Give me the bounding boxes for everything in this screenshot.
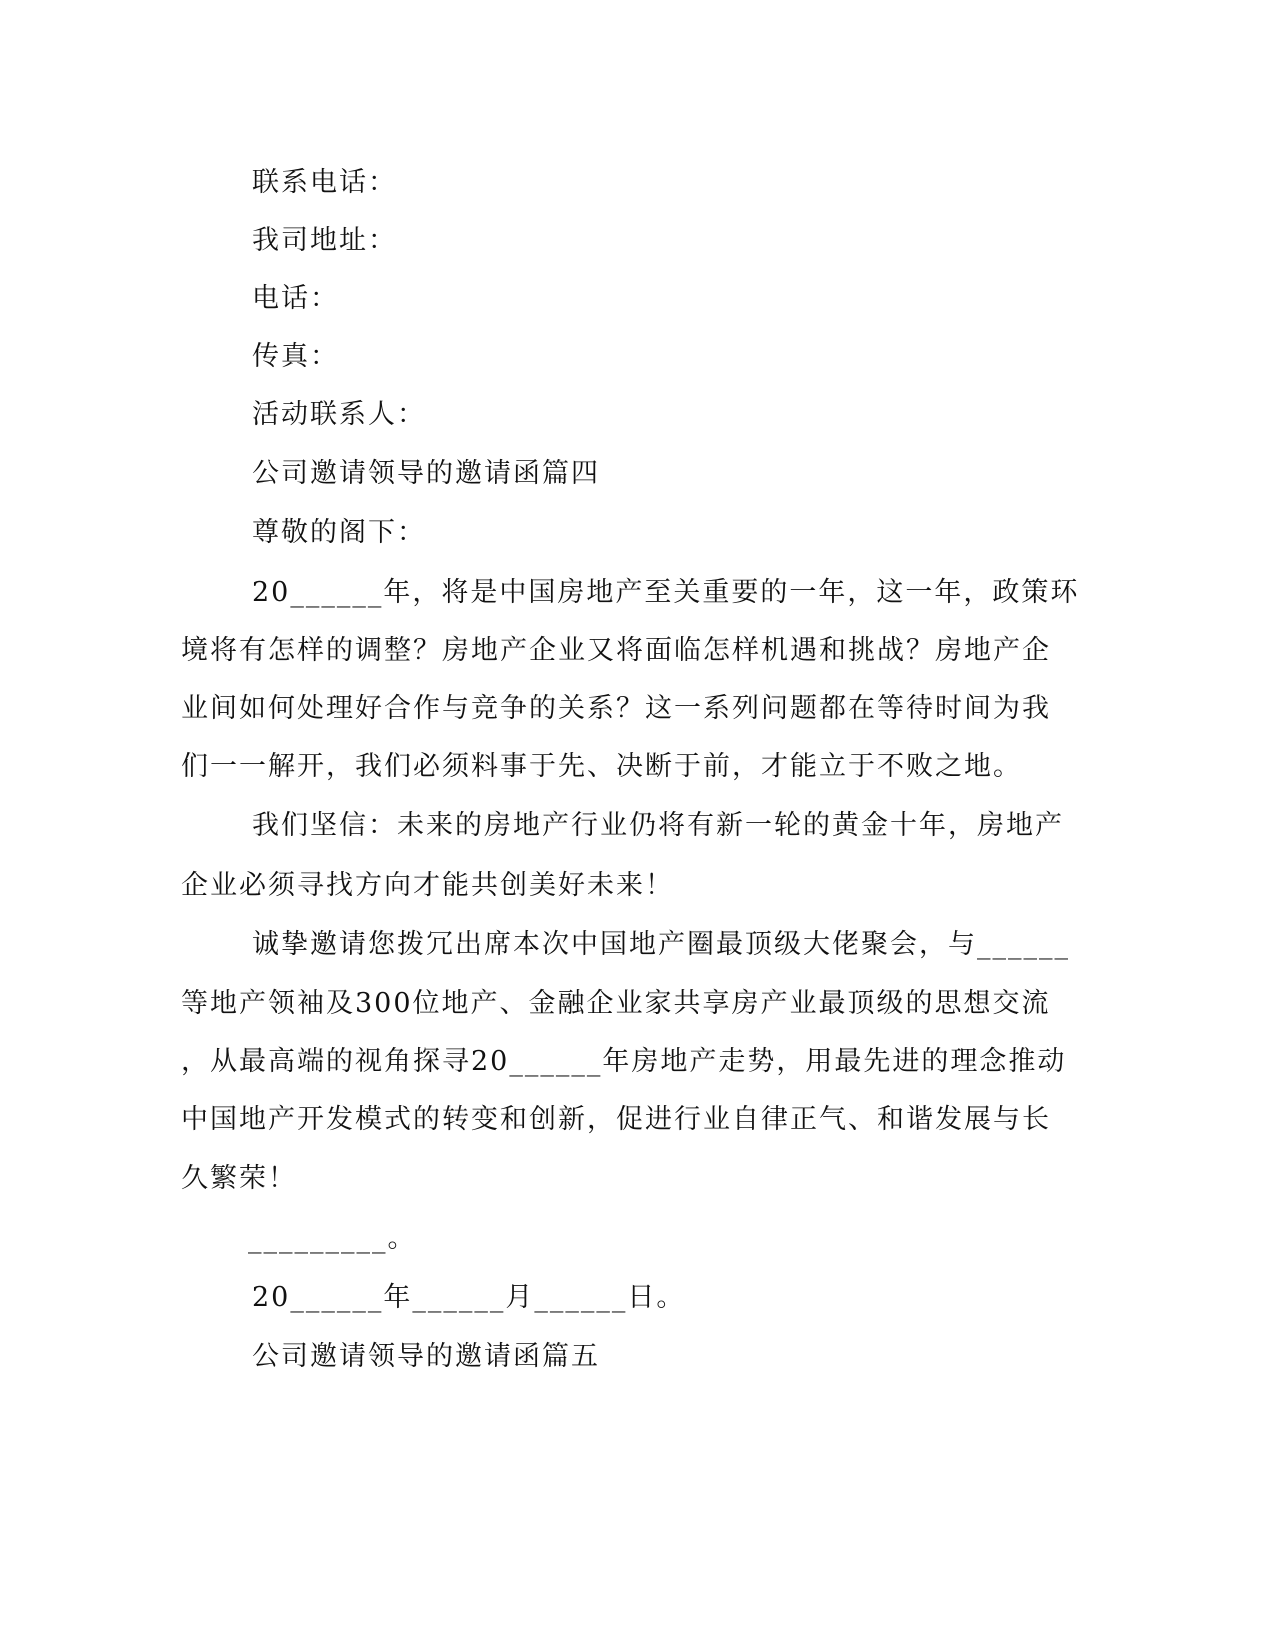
salutation: 尊敬的阁下： (252, 517, 426, 548)
paragraph-1-line-3: 业间如何处理好合作与竞争的关系？这一系列问题都在等待时间为我 (181, 693, 1051, 724)
paragraph-3-line-3: ，从最高端的视角探寻20______年房地产走势，用最先进的理念推动 (181, 1046, 1067, 1077)
signature-blank: _________。 (248, 1223, 417, 1254)
paragraph-3-line-5: 久繁荣！ (181, 1163, 297, 1194)
paragraph-1-line-1: 20______年，将是中国房地产至关重要的一年，这一年，政策环 (252, 577, 1080, 608)
paragraph-1-line-4: 们一一解开，我们必须料事于先、决断于前，才能立于不败之地。 (181, 751, 1022, 782)
event-contact-label: 活动联系人： (252, 399, 426, 430)
company-address-label: 我司地址： (252, 225, 397, 256)
paragraph-1-line-2: 境将有怎样的调整？房地产企业又将面临怎样机遇和挑战？房地产企 (181, 635, 1051, 666)
paragraph-3-line-4: 中国地产开发模式的转变和创新，促进行业自律正气、和谐发展与长 (181, 1104, 1051, 1135)
paragraph-3-line-2: 等地产领袖及300位地产、金融企业家共享房产业最顶级的思想交流 (181, 988, 1051, 1019)
paragraph-3-line-1: 诚挚邀请您拨冗出席本次中国地产圈最顶级大佬聚会，与______ (252, 929, 1070, 960)
date-line: 20______年______月______日。 (252, 1282, 686, 1313)
paragraph-2-line-1: 我们坚信：未来的房地产行业仍将有新一轮的黄金十年，房地产 (252, 810, 1064, 841)
phone-label: 电话： (252, 283, 339, 314)
fax-label: 传真： (252, 341, 339, 372)
paragraph-2-line-2: 企业必须寻找方向才能共创美好未来！ (181, 870, 674, 901)
section-heading-4: 公司邀请领导的邀请函篇四 (252, 458, 600, 489)
section-heading-5: 公司邀请领导的邀请函篇五 (252, 1341, 600, 1372)
contact-phone-label: 联系电话： (252, 167, 397, 198)
